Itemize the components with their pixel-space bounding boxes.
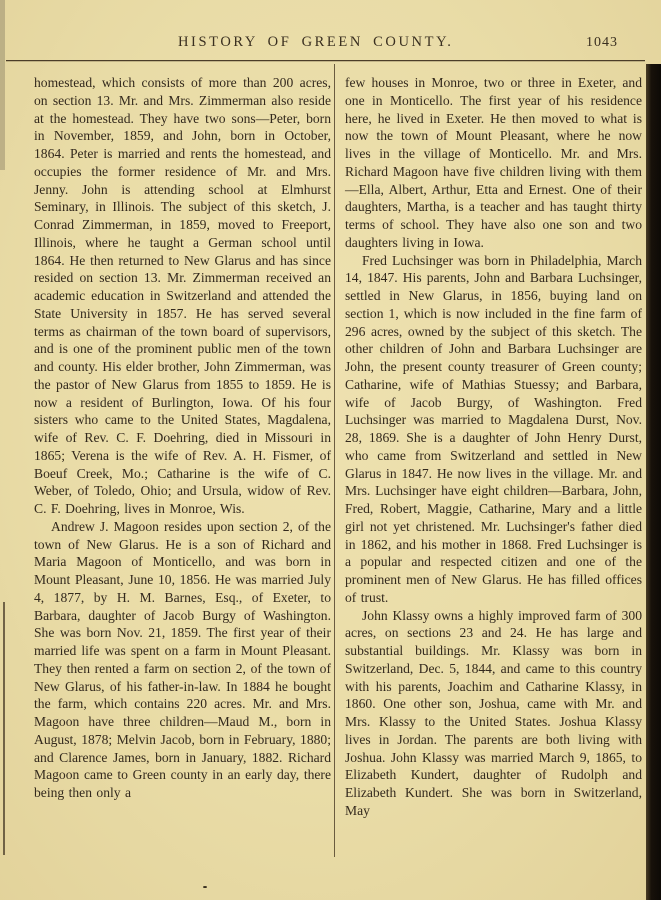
page-header [0, 34, 648, 56]
scan-line-artifact-left-bottom [3, 602, 5, 855]
scan-edge-artifact-right [646, 64, 661, 900]
paragraph-john-klassy: John Klassy owns a highly improved farm of 300 acres, on sections 23 and 24. He has large and substantial buildings. Mr. Klassy was born in Switzerland, Dec. 5, 1844, and came to this country with his parents, Joachim and Catharine Klassy, in 1860. One other son, Joshua, came with Mr. and Mrs. Klassy to the United States. Joshua Klassy lives in Jordan. The parents are both living with Joshua. John Klassy was married March 9, 1865, to Elizabeth Kundert, daughter of Rudolph and Elizabeth Kundert. She was born in Switzerland, May [345, 607, 642, 818]
left-column [34, 74, 331, 802]
running-title: HISTORY OF GREEN COUNTY. [177, 34, 454, 50]
right-column [345, 74, 642, 820]
paragraph-fred-luchsinger: Fred Luchsinger was born in Philadelphia, March 14, 1847. His parents, John and Barbara Luchsinger, settled in New Glarus, in 1856, buying land on section 1, which is now included in the fine farm of 296 acres, owned by the subject of this sketch. The other children of John and Barbara Luchsinger are John, the present county treasurer of Green county; Catharine, wife of Mathias Stuessy; and Barbara, wife of Jacob Burgy, of Washington. Fred Luchsinger was married to Magdalena Durst, Nov. 28, 1869. She is a daughter of John Henry Durst, who came from Switzerland and settled in New Glarus in 1847. He now lives in the village. Mr. and Mrs. Luchsinger have eight children—Barbara, John, Fred, Robert, Maggie, Catharine, Mary and a little girl not yet christened. Mr. Luchsinger's father died in 1862, and his mother in 1868. Fred Luchsinger is a popular and respected citizen and one of the prominent men of New Glarus. He has filled offices of trust. [345, 252, 642, 605]
scan-edge-artifact-left-top [0, 0, 5, 170]
scan-dot-artifact-bottom [203, 886, 207, 888]
column-divider-rule [334, 64, 335, 857]
page-number: 1043 [586, 35, 618, 50]
paragraph-richard-magoon-continuation: few houses in Monroe, two or three in Exeter, and one in Monticello. The first year of his residence here, he lived in Exeter. He then moved to what is now the town of Mount Pleasant, where he now lives in the village of Monticello. Mr. and Mrs. Richard Magoon have five children living with them—Ella, Albert, Arthur, Etta and Ernest. One of their daughters, Martha, is a teacher and has taught thirty terms of school. They have also one son and two daughters living in Iowa. [345, 75, 642, 250]
paragraph-andrew-magoon: Andrew J. Magoon resides upon section 2, of the town of New Glarus. He is a son of Richard and Maria Magoon of Monticello, and was born in Mount Pleasant, June 10, 1856. He was married July 4, 1877, by H. M. Barnes, Esq., of Exeter, to Barbara, daughter of Jacob Burgy of Washington. She was born Nov. 21, 1859. The first year of their married life was spent on a farm in Mount Pleasant. They then rented a farm on section 2, of the town of New Glarus, of his father-in-law. In 1884 he bought the farm, which contains 220 acres. Mr. and Mrs. Magoon have three children—Maud M., born in August, 1878; Melvin Jacob, born in February, 1880; and Clarence James, born in January, 1882. Richard Magoon came to Green county in an early day, there being then only a [34, 518, 331, 800]
header-rule [6, 60, 645, 61]
paragraph-zimmerman-continuation: homestead, which consists of more than 200 acres, on section 13. Mr. and Mrs. Zimmerman also reside at the homestead. They have two sons—Peter, born in November, 1859, and John, born in October, 1864. Peter is married and rents the homestead, and occupies the former residence of Mr. and Mrs. Jenny. John is attending school at Elmhurst Seminary, in Illinois. The subject of this sketch, J. Conrad Zimmerman, in 1859, moved to Freeport, Illinois, where he taught a German school until 1864. He then returned to New Glarus and has since resided on section 13. Mr. Zimmerman received an academic education in Switzerland and attended the State University in 1857. He has served several terms as chairman of the town board of supervisors, and is one of the prominent public men of the town and county. His elder brother, John Zimmerman, was the pastor of New Glarus from 1855 to 1859. He is now a resident of Burlington, Iowa. Of his four sisters who came to the United States, Magdalena, wife of Rev. C. F. Doehring, died in Missouri in 1865; Verena is the wife of Rev. A. H. Fismer, of Boeuf Creek, Mo.; Catharine is the wife of C. Weber, of Toledo, Ohio; and Ursula, widow of Rev. C. F. Doehring, lives in Monroe, Wis. [34, 75, 331, 516]
